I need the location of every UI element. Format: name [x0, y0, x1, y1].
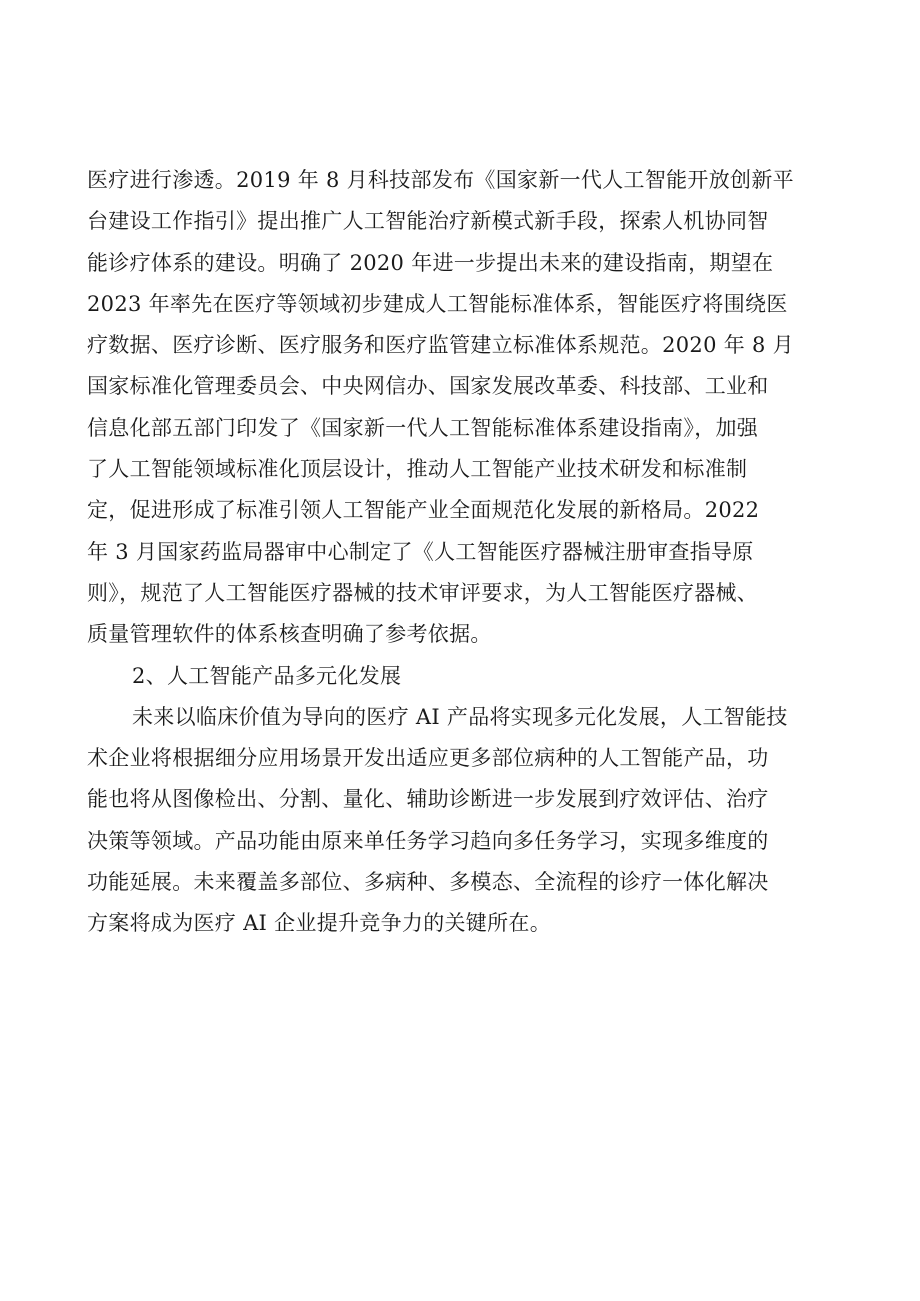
paragraph-regulation: [87, 160, 847, 656]
text-line: 能诊疗体系的建设。明确了 2020 年进一步提出未来的建设指南，期望在: [87, 250, 774, 275]
text-line: 医疗进行渗透。2019 年 8 月科技部发布《国家新一代人工智能开放创新平: [87, 168, 794, 192]
text-line: 则》，规范了人工智能医疗器械的技术审评要求，为人工智能医疗器械、: [87, 580, 759, 605]
text-line: 质量管理软件的体系核查明确了参考依据。: [87, 622, 492, 647]
section-heading: 2、人工智能产品多元化发展: [132, 663, 402, 688]
text-line: 未来以临床价值为导向的医疗 AI 产品将实现多元化发展，人工智能技: [132, 704, 788, 729]
text-line: 了人工智能领域标准化顶层设计，推动人工智能产业技术研发和标准制: [87, 457, 748, 482]
text-line: 信息化部五部门印发了《国家新一代人工智能标准体系建设指南》，加强: [87, 415, 759, 440]
text-line: 国家标准化管理委员会、中央网信办、国家发展改革委、科技部、工业和: [87, 374, 769, 399]
paragraph-diversification: [87, 697, 847, 945]
text-line: 决策等领域。产品功能由原来单任务学习趋向多任务学习，实现多维度的: [87, 828, 769, 853]
text-line: 术企业将根据细分应用场景开发出适应更多部位病种的人工智能产品，功: [87, 746, 769, 771]
text-line: 能也将从图像检出、分割、量化、辅助诊断进一步发展到疗效评估、治疗: [87, 787, 769, 812]
text-line: 疗数据、医疗诊断、医疗服务和医疗监管建立标准体系规范。2020 年 8 月: [87, 333, 794, 358]
text-line: 定，促进形成了标准引领人工智能产业全面规范化发展的新格局。2022: [87, 498, 760, 523]
text-line: 方案将成为医疗 AI 企业提升竞争力的关键所在。: [87, 911, 552, 936]
text-line: 台建设工作指引》提出推广人工智能治疗新模式新手段，探索人机协同智: [87, 209, 769, 234]
text-line: 功能延展。未来覆盖多部位、多病种、多模态、全流程的诊疗一体化解决: [87, 870, 769, 895]
document-page: [87, 160, 847, 945]
text-line: 2023 年率先在医疗等领域初步建成人工智能标准体系，智能医疗将围绕医: [87, 291, 788, 316]
text-line: 年 3 月国家药监局器审中心制定了《人工智能医疗器械注册审查指导原: [87, 539, 754, 564]
